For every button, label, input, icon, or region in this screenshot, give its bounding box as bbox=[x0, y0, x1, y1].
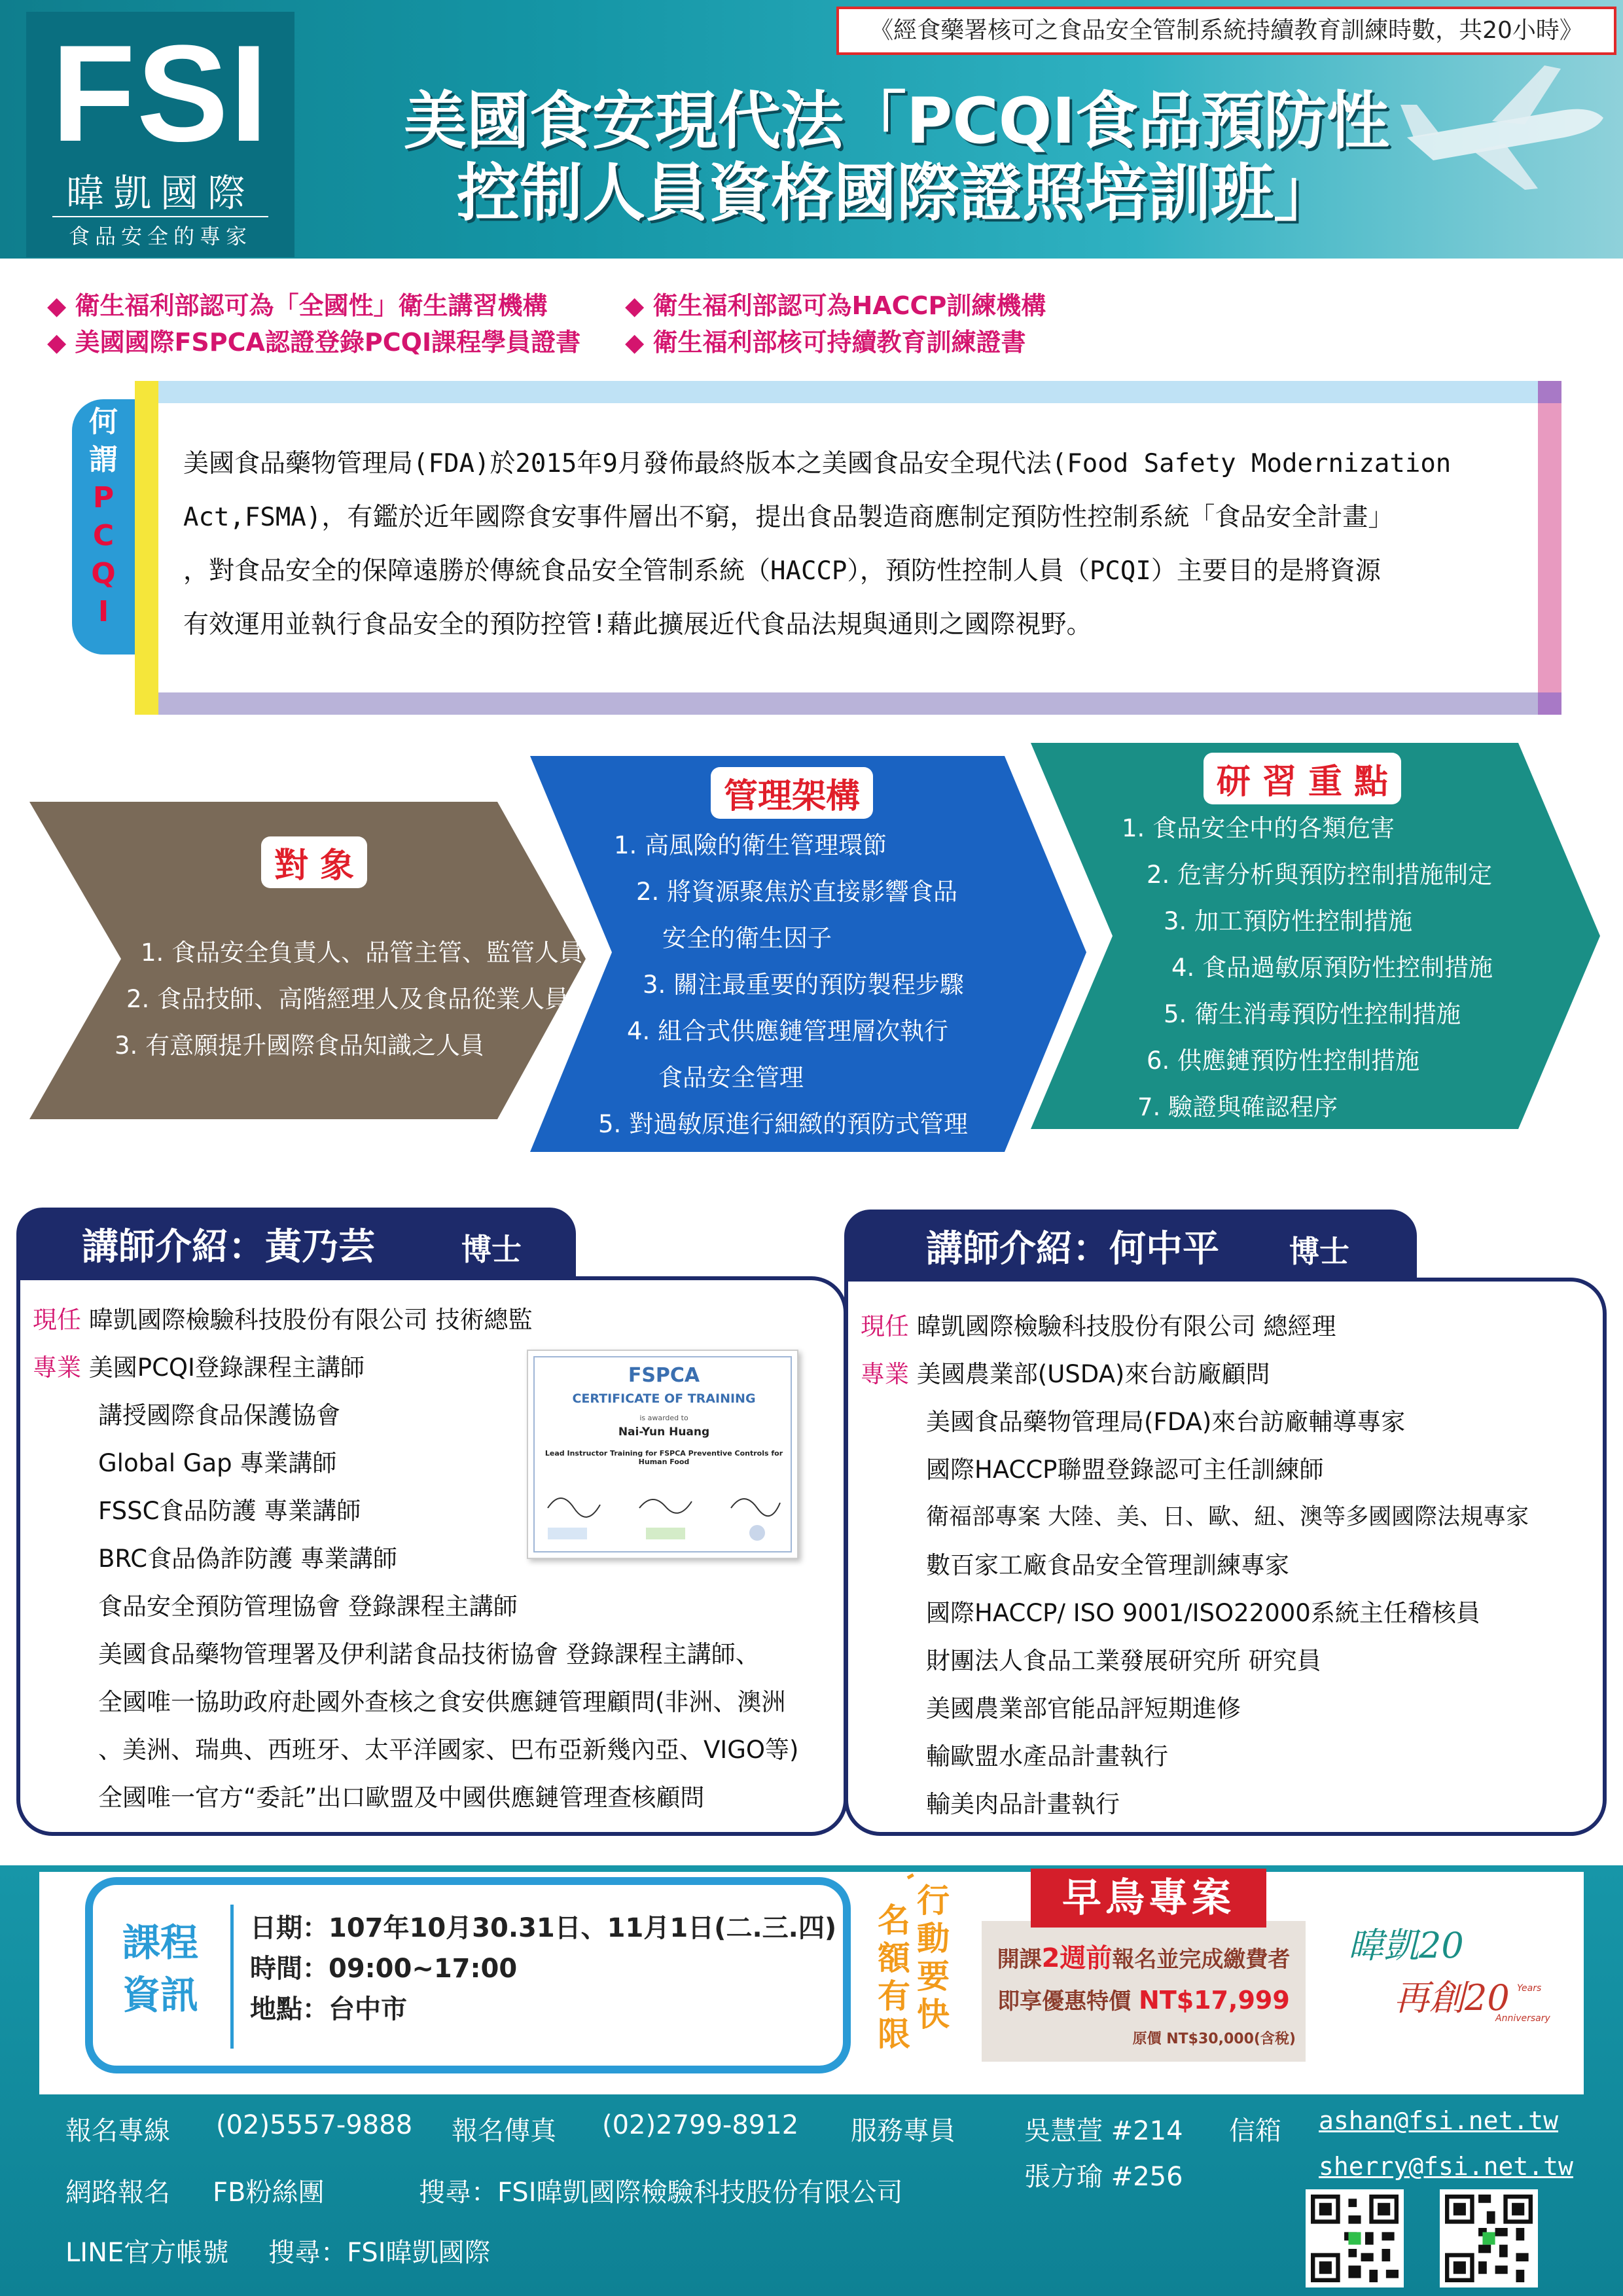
detail-line: 美國食品藥物管理署及伊利諾食品技術協會 登錄課程主講師、 bbox=[98, 1640, 760, 1668]
early-bird-line2: 即享優惠特價 NT$17,999 bbox=[997, 1986, 1290, 2015]
anniversary-line1: 暐凱20 bbox=[1348, 1925, 1464, 1966]
detail-line: 講授國際食品保護協會 bbox=[98, 1401, 340, 1429]
list-item: 1. 高風險的衛生管理環節 bbox=[614, 831, 887, 859]
detail-line: 暐凱國際檢驗科技股份有限公司 總經理 bbox=[916, 1312, 1336, 1340]
anniversary-label: Anniversary bbox=[1495, 2013, 1550, 2024]
cert-title: CERTIFICATE OF TRAINING bbox=[572, 1391, 756, 1406]
instructor1-heading: 講師介紹：黃乃芸 博士 bbox=[16, 1208, 576, 1278]
limited-col1: 名額有限 bbox=[878, 1901, 910, 2053]
fax-label: 報名傳真 bbox=[452, 2116, 556, 2146]
detail-line: 美國PCQI登錄課程主講師 bbox=[88, 1354, 365, 1382]
limited-col2: 行動要快 bbox=[917, 1882, 950, 2034]
pcqi-tab-char: Q bbox=[91, 557, 116, 590]
line-label: LINE官方帳號 bbox=[65, 2238, 229, 2268]
pcqi-line: 有效運用並執行食品安全的預防控管!藉此擴展近代食品法規與通則之國際視野。 bbox=[183, 610, 1092, 639]
detail-line: 全國唯一官方“委託”出口歐盟及中國供應鏈管理查核顧問 bbox=[98, 1784, 705, 1812]
detail-line: 輸歐盟水產品計畫執行 bbox=[926, 1742, 1168, 1770]
reg-phone-label: 報名專線 bbox=[65, 2116, 170, 2146]
online-reg-label: 網路報名 bbox=[65, 2178, 170, 2208]
logo-divider bbox=[52, 216, 268, 217]
pcqi-frame-bottom bbox=[135, 692, 1561, 715]
pcqi-line: Act,FSMA)，有鑑於近年國際食安事件層出不窮，提出食品製造商應制定預防性控制系統「食品安全計畫」 bbox=[183, 503, 1394, 532]
pcqi-tab-char: C bbox=[92, 519, 115, 552]
highlight-item: ◆ 衛生福利部核可持續教育訓練證書 bbox=[625, 328, 1026, 357]
focus-title: 研 習 重 點 bbox=[1171, 753, 1433, 804]
email-link[interactable]: sherry@fsi.net.tw bbox=[1319, 2152, 1573, 2181]
detail-line: 、美洲、瑞典、西班牙、太平洋國家、巴布亞新幾內亞、VIGO等) bbox=[98, 1736, 799, 1764]
pcqi-line: ，對食品安全的保障遠勝於傳統食品安全管制系統（HACCP），預防性控制人員（PCQI）主要目的是將資源 bbox=[183, 556, 1381, 586]
detail-line: 暐凱國際檢驗科技股份有限公司 技術總監 bbox=[88, 1306, 533, 1334]
detail-line: 美國食品藥物管理局(FDA)來台訪廠輔導專家 bbox=[926, 1408, 1406, 1436]
anniversary-years: Years bbox=[1517, 1983, 1542, 1994]
label-expertise: 專業 bbox=[861, 1360, 909, 1388]
service-label: 服務專員 bbox=[851, 2116, 955, 2146]
list-item: 4. 組合式供應鏈管理層次執行 bbox=[627, 1017, 949, 1045]
anniversary-line2: 再創20 bbox=[1394, 1977, 1510, 2018]
list-item: 7. 驗證與確認程序 bbox=[1137, 1093, 1338, 1121]
focus-list bbox=[1106, 805, 1493, 1177]
reg-phone[interactable]: (02)5557-9888 bbox=[216, 2110, 413, 2140]
instructor2-heading: 講師介紹：何中平 博士 bbox=[844, 1210, 1417, 1280]
list-item: 安全的衛生因子 bbox=[662, 924, 832, 952]
qr-code-icon[interactable] bbox=[1440, 2189, 1538, 2287]
list-item: 3. 關注最重要的預防製程步驟 bbox=[643, 971, 965, 999]
course-info-divider bbox=[230, 1905, 234, 2049]
label-expertise: 專業 bbox=[33, 1354, 81, 1382]
list-item: 8. 產品回收計畫 bbox=[1110, 1139, 1287, 1168]
target-title: 對 象 bbox=[209, 836, 419, 888]
training-hours-notice: 《經食藥署核可之食品安全管制系統持續教育訓練時數，共20小時》 bbox=[836, 7, 1616, 55]
list-item: 2. 將資源聚焦於直接影響食品 bbox=[636, 878, 958, 906]
cert-presented: is awarded to bbox=[639, 1414, 688, 1422]
list-item: 5. 對過敏原進行細緻的預防式管理 bbox=[598, 1110, 969, 1138]
detail-line: Global Gap 專業講師 bbox=[98, 1449, 337, 1477]
course-info-label: 課程 資訊 bbox=[122, 1920, 199, 2017]
pcqi-frame-corner bbox=[1538, 692, 1561, 715]
list-item: 1. 食品安全中的各類危害 bbox=[1122, 814, 1395, 842]
pcqi-tab-char: P bbox=[92, 481, 115, 514]
list-item: 6. 供應鏈預防性控制措施 bbox=[1147, 1047, 1420, 1075]
highlight-item: ◆ 衛生福利部認可為HACCP訓練機構 bbox=[625, 291, 1046, 320]
course-info-details bbox=[250, 1908, 836, 2030]
detail-line: 國際HACCP聯盟登錄認可主任訓練師 bbox=[926, 1456, 1324, 1484]
fb-label: FB粉絲團 bbox=[213, 2178, 325, 2208]
highlight-item: ◆ 美國國際FSPCA認證登錄PCQI課程學員證書 bbox=[47, 328, 581, 357]
email-label: 信箱 bbox=[1229, 2116, 1281, 2146]
list-item: 2. 食品技師、高階經理人及食品從業人員 bbox=[126, 985, 569, 1013]
staff-contact: 張方瑜 #256 bbox=[1024, 2162, 1183, 2192]
cert-brand: FSPCA bbox=[628, 1364, 700, 1387]
label-current: 現任 bbox=[33, 1306, 81, 1334]
email-link[interactable]: ashan@fsi.net.tw bbox=[1319, 2106, 1559, 2135]
pcqi-tab-char: 謂 bbox=[89, 443, 118, 476]
logo-cn: 暐凱國際 bbox=[65, 171, 255, 215]
qr-code-icon[interactable] bbox=[1306, 2189, 1404, 2287]
fax-number: (02)2799-8912 bbox=[602, 2110, 799, 2140]
pcqi-frame-top bbox=[135, 381, 1561, 403]
list-item: 5. 衛生消毒預防性控制措施 bbox=[1164, 1000, 1461, 1028]
detail-line: FSSC食品防護 專業講師 bbox=[98, 1497, 361, 1525]
early-bird-title: 早鳥專案 bbox=[1031, 1869, 1266, 1928]
course-location: 地點：台中市 bbox=[250, 1994, 407, 2024]
cert-signatures-icon bbox=[541, 1482, 787, 1547]
pcqi-line: 美國食品藥物管理局(FDA)於2015年9月發佈最終版本之美國食品安全現代法(Food Safety Modernization bbox=[183, 449, 1452, 478]
page-title-line2: 控制人員資格國際證照培訓班」 bbox=[457, 156, 1336, 230]
pcqi-description bbox=[183, 437, 1525, 652]
instructor2-details bbox=[861, 1302, 1529, 1828]
pcqi-frame-left bbox=[135, 381, 158, 715]
page-title-line1: 美國食安現代法「PCQI食品預防性 bbox=[403, 84, 1390, 158]
pcqi-tab-char: 何 bbox=[89, 405, 118, 439]
list-item: 2. 危害分析與預防控制措施制定 bbox=[1147, 861, 1493, 889]
detail-line: 美國農業部官能品評短期進修 bbox=[926, 1695, 1241, 1723]
list-item: 1. 食品安全負責人、品管主管、監管人員 bbox=[141, 939, 584, 967]
framework-list bbox=[596, 822, 968, 1147]
course-date: 日期：107年10月30.31日、11月1日(二.三.四) bbox=[250, 1913, 837, 1943]
pcqi-tab bbox=[72, 399, 135, 655]
logo-tagline: 食品安全的專家 bbox=[68, 224, 252, 249]
logo-text: FSI bbox=[51, 16, 270, 170]
early-bird-line1: 開課2週前報名並完成繳費者 bbox=[997, 1943, 1291, 1973]
cert-course: Lead Instructor Training for FSPCA Preventive Controls for Human Food bbox=[544, 1449, 783, 1466]
list-item: 3. 有意願提升國際食品知識之人員 bbox=[115, 1031, 485, 1060]
detail-line: 美國農業部(USDA)來台訪廠顧問 bbox=[916, 1360, 1270, 1388]
detail-line: 財團法人食品工業發展研究所 研究員 bbox=[926, 1647, 1321, 1675]
highlight-item: ◆ 衛生福利部認可為「全國性」衛生講習機構 bbox=[47, 291, 548, 320]
list-item: 3. 加工預防性控制措施 bbox=[1164, 907, 1413, 935]
target-list bbox=[115, 929, 583, 1069]
early-bird-card bbox=[982, 1921, 1306, 2062]
course-info-card bbox=[85, 1877, 851, 2073]
detail-line: 輸美肉品計畫執行 bbox=[926, 1790, 1120, 1818]
list-item: 4. 食品過敏原預防性控制措施 bbox=[1171, 954, 1493, 982]
detail-line: 全國唯一協助政府赴國外查核之食安供應鏈管理顧問(非洲、澳洲 bbox=[98, 1688, 786, 1716]
staff-contact: 吳慧萱 #214 bbox=[1024, 2116, 1183, 2146]
detail-line: 衛福部專案 大陸、美、日、歐、紐、澳等多國國際法規專家 bbox=[926, 1504, 1529, 1530]
course-time: 時間：09:00~17:00 bbox=[250, 1954, 518, 1984]
logo bbox=[26, 12, 294, 257]
early-bird-original: 原價 NT$30,000(含稅) bbox=[1132, 2031, 1296, 2047]
pcqi-frame-right bbox=[1538, 381, 1561, 715]
pcqi-tab-char: I bbox=[98, 595, 109, 628]
line-search: 搜尋：FSI暐凱國際 bbox=[268, 2238, 491, 2268]
detail-line: 國際HACCP/ ISO 9001/ISO22000系統主任稽核員 bbox=[926, 1599, 1480, 1627]
fb-search: 搜尋：FSI暐凱國際檢驗科技股份有限公司 bbox=[419, 2178, 903, 2208]
cert-name: Nai-Yun Huang bbox=[618, 1426, 710, 1439]
detail-line: 食品安全預防管理協會 登錄課程主講師 bbox=[98, 1592, 518, 1621]
detail-line: 數百家工廠食品安全管理訓練專家 bbox=[926, 1551, 1289, 1579]
label-current: 現任 bbox=[861, 1312, 909, 1340]
detail-line: BRC食品偽詐防護 專業講師 bbox=[98, 1545, 397, 1573]
certificate-image bbox=[527, 1350, 798, 1559]
pcqi-frame-corner bbox=[1538, 381, 1561, 403]
framework-title: 管理架構 bbox=[654, 767, 929, 819]
list-item: 食品安全管理 bbox=[658, 1064, 804, 1092]
